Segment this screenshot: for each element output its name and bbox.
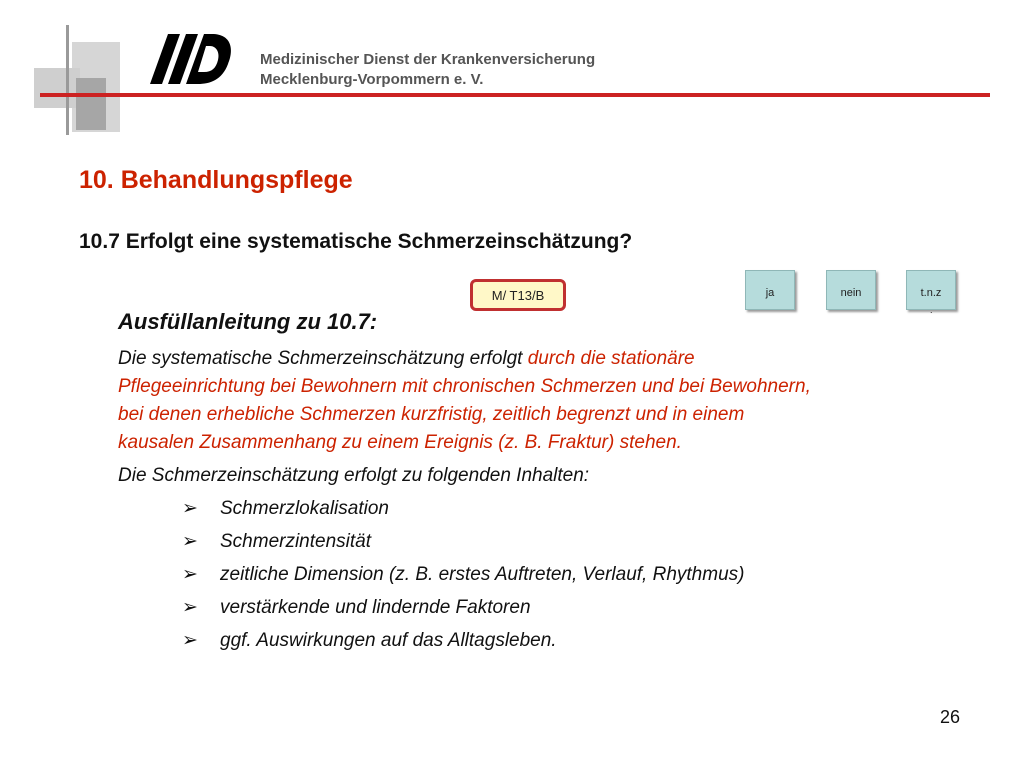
list-item bbox=[182, 596, 531, 619]
org-line-1: Medizinischer Dienst der Krankenversicherung bbox=[260, 51, 596, 68]
decor-line bbox=[66, 25, 69, 135]
list-item bbox=[182, 563, 744, 586]
instructions-subheading: Ausfüllanleitung zu 10.7: bbox=[118, 309, 378, 334]
list-item bbox=[182, 530, 371, 553]
paragraph-line-4: kausalen Zusammenhang zu einem Ereignis (z. B. Fraktur) stehen. bbox=[118, 432, 682, 453]
org-line-2: Mecklenburg-Vorpommern e. V. bbox=[260, 71, 484, 88]
decor-square-dark bbox=[76, 78, 106, 130]
arrow-bullet-icon: ➢ bbox=[182, 498, 198, 519]
mdk-logo-icon bbox=[148, 30, 234, 88]
page-title: 10. Behandlungspflege bbox=[79, 166, 353, 194]
page-number: 26 bbox=[940, 707, 961, 727]
question-heading: 10.7 Erfolgt eine systematische Schmerzeinschätzung? bbox=[79, 230, 633, 253]
arrow-bullet-icon: ➢ bbox=[182, 531, 198, 552]
list-item-label: Schmerzintensität bbox=[220, 531, 372, 552]
arrow-bullet-icon: ➢ bbox=[182, 630, 198, 651]
answer-ja-button[interactable]: ja bbox=[745, 270, 795, 310]
intro-text: Die Schmerzeinschätzung erfolgt zu folgenden Inhalten: bbox=[118, 465, 590, 486]
list-item bbox=[182, 629, 557, 652]
list-item-label: verstärkende und lindernde Faktoren bbox=[220, 597, 531, 618]
list-item-label: ggf. Auswirkungen auf das Alltagsleben. bbox=[220, 630, 557, 651]
paragraph-red-text: durch die stationäre bbox=[527, 348, 695, 369]
organization-name bbox=[260, 50, 595, 90]
arrow-bullet-icon: ➢ bbox=[182, 597, 198, 618]
list-item-label: zeitliche Dimension (z. B. erstes Auftreten, Verlauf, Rhythmus) bbox=[220, 564, 745, 585]
paragraph-line-1 bbox=[118, 345, 695, 374]
arrow-bullet-icon: ➢ bbox=[182, 564, 198, 585]
paragraph-black-text: Die systematische Schmerzeinschätzung erfolgt bbox=[118, 348, 528, 369]
answer-nein-button[interactable]: nein bbox=[826, 270, 876, 310]
list-item bbox=[182, 497, 389, 520]
paragraph-line-2: Pflegeeinrichtung bei Bewohnern mit chronischen Schmerzen und bei Bewohnern, bbox=[118, 376, 811, 397]
paragraph-line-3: bei denen erhebliche Schmerzen kurzfristig, zeitlich begrenzt und in einem bbox=[118, 404, 745, 425]
list-item-label: Schmerzlokalisation bbox=[220, 498, 389, 519]
decor-square-light bbox=[34, 68, 80, 108]
code-badge: M/ T13/B bbox=[470, 279, 566, 311]
answer-tnz-button[interactable]: t.n.z bbox=[906, 270, 956, 310]
header-divider bbox=[40, 93, 990, 97]
answer-dot: . bbox=[930, 305, 933, 315]
